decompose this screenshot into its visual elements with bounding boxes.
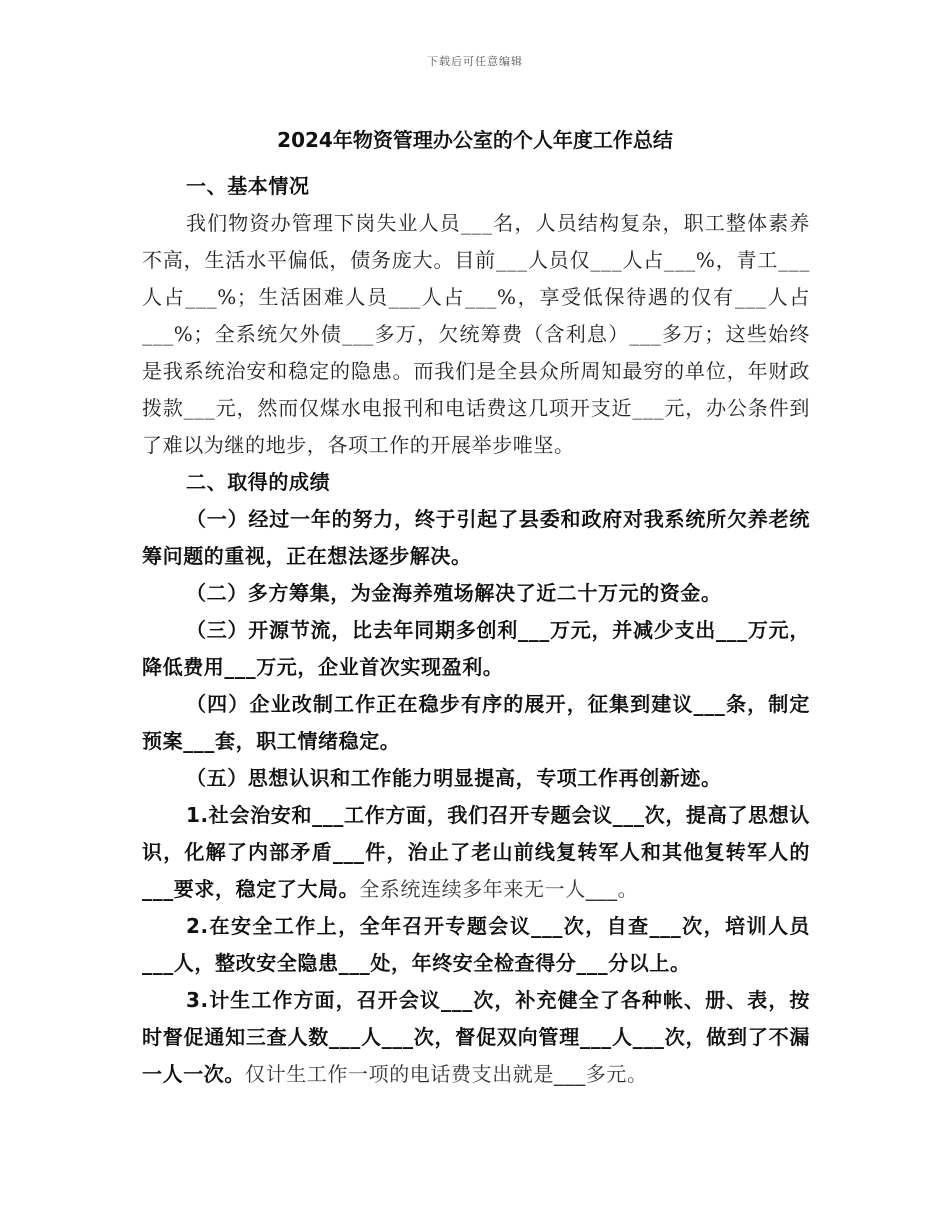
work-point-2: 2.在安全工作上，全年召开专题会议___次，自查___次，培训人员___人，整改安全隐患___处，年终安全检查得分___分以上。 <box>142 914 810 975</box>
section-heading-achievements: 二、取得的成绩 <box>186 470 331 494</box>
work-point-3-main: 3.计生工作方面，召开会议___次，补充健全了各种帐、册、表，按时督促通知三查人数___人___次，督促双向管理___人___次，做到了不漏一人一次。 <box>142 988 810 1086</box>
document-body <box>142 168 810 1093</box>
work-point-3-note: 仅计生工作一项的电话费支出就是___多元。 <box>245 1062 648 1086</box>
achievement-item-3: （三）开源节流，比去年同期多创利___万元，并减少支出___万元，降低费用___万元，企业首次实现盈利。 <box>142 618 810 679</box>
achievement-item-5: （五）思想认识和工作能力明显提高，专项工作再创新迹。 <box>186 766 722 790</box>
achievement-item-4: （四）企业改制工作正在稳步有序的展开，征集到建议___条，制定预案___套，职工情绪稳定。 <box>142 692 810 753</box>
work-point-1-note: 全系统连续多年来无一人___。 <box>359 877 639 901</box>
work-point-1-main: 1.社会治安和___工作方面，我们召开专题会议___次，提高了思想认识，化解了内部矛盾___件，治止了老山前线复转军人和其他复转军人的___要求，稳定了大局。 <box>142 803 810 901</box>
achievement-item-2: （二）多方筹集，为金海养殖场解决了近二十万元的资金。 <box>186 581 722 605</box>
section-heading-basic: 一、基本情况 <box>186 174 310 198</box>
achievement-item-1: （一）经过一年的努力，终于引起了县委和政府对我系统所欠养老统筹问题的重视，正在想法逐步解决。 <box>142 507 810 568</box>
work-point-1 <box>142 797 810 908</box>
document-title: 2024年物资管理办公室的个人年度工作总结 <box>277 128 673 152</box>
header-note: 下载后可任意编辑 <box>427 55 523 68</box>
basic-situation-paragraph: 我们物资办管理下岗失业人员___名，人员结构复杂，职工整体素养不高，生活水平偏低，债务庞大。目前___人员仅___人占___%，青工___人占___%；生活困难人员___人占___%，享受低保待遇的仅有___人占___%；全系统欠外债___多万，欠统筹费（含利息）___多万；这些始终是我系统治安和稳定的隐患。而我们是全县众所周知最穷的单位，年财政拨款___元，然而仅煤水电报刊和电话费这几项开支近___元，办公条件到了难以为继的地步，各项工作的开展举步唯坚。 <box>142 211 810 457</box>
work-point-3 <box>142 982 810 1093</box>
